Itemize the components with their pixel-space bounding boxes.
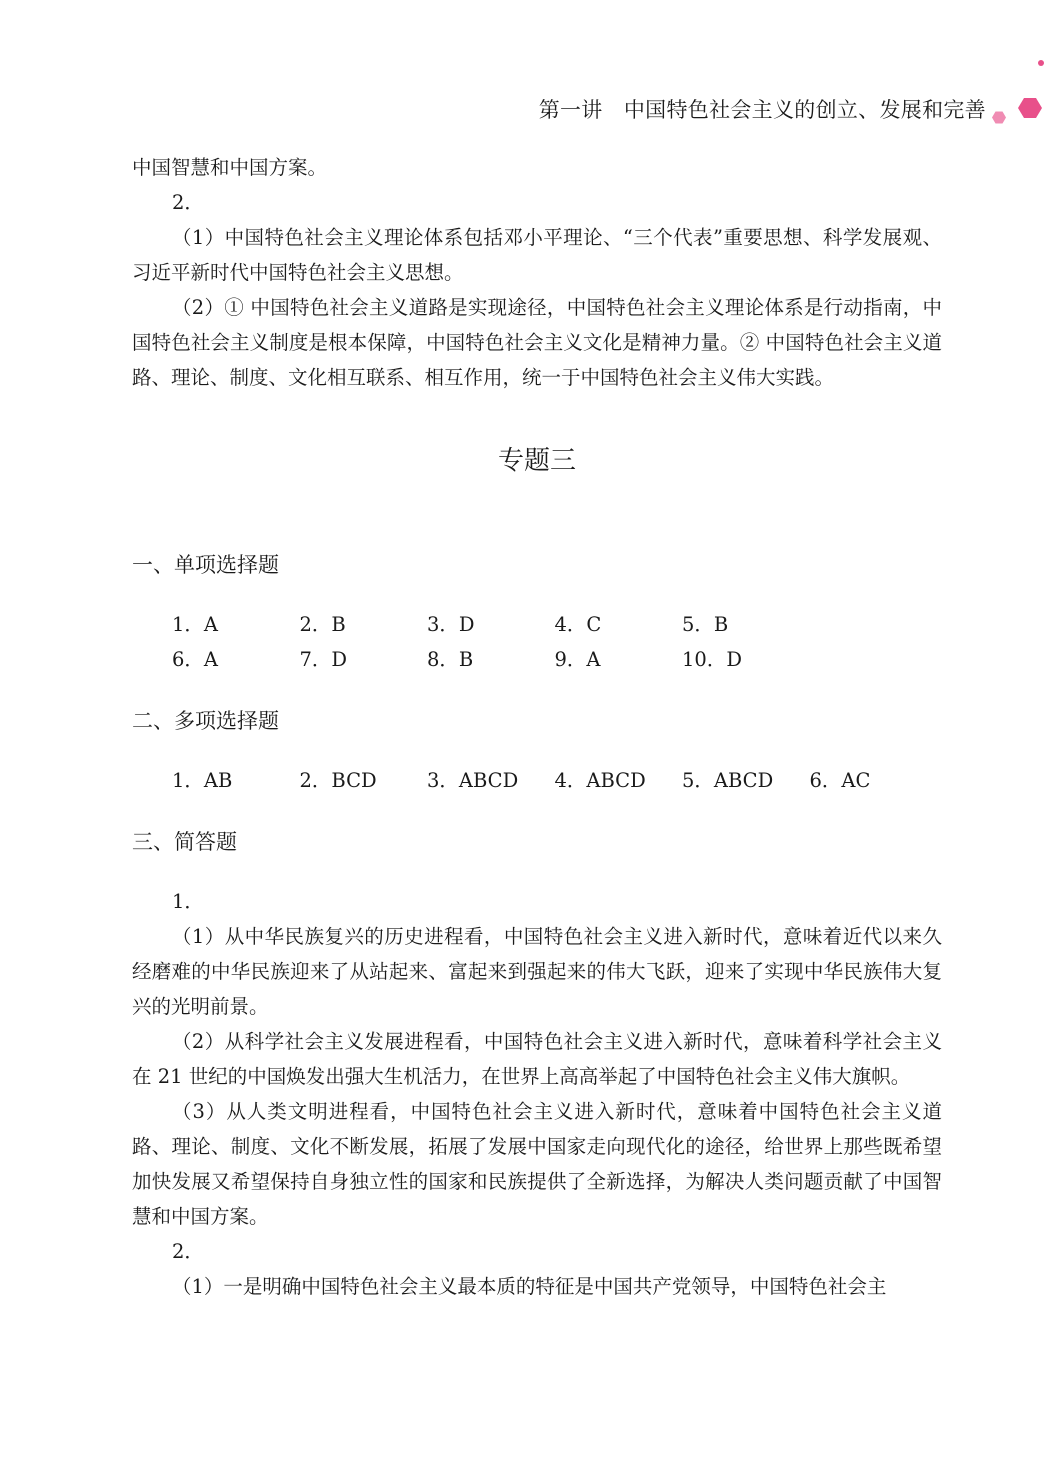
answer-item: 9．A — [554, 648, 601, 671]
paragraph: 中国智慧和中国方案。 — [132, 156, 328, 179]
heading-multi-choice: 二、多项选择题 — [132, 709, 279, 733]
item-number: 1． — [172, 890, 204, 913]
paragraph: （1）中国特色社会主义理论体系包括邓小平理论、“三个代表”重要思想、科学发展观、习近平新时代中国特色社会主义思想。 — [132, 226, 942, 284]
item-number: 2． — [172, 191, 204, 214]
answer-item: 8．B — [427, 648, 474, 671]
hexagon-small-decoration-icon — [992, 111, 1006, 124]
answer-item: 2．BCD — [299, 769, 377, 792]
answer-item: 1．AB — [172, 769, 233, 792]
heading-short-answer: 三、简答题 — [132, 830, 237, 854]
answer-item: 10．D — [682, 648, 742, 671]
section-title: 专题三 — [497, 446, 576, 476]
answer-item: 4．ABCD — [554, 769, 646, 792]
multi-choice-answers — [132, 763, 942, 798]
chapter-title: 第一讲 中国特色社会主义的创立、发展和完善 — [538, 98, 986, 122]
dot-decoration-icon — [1038, 60, 1044, 66]
single-choice-answers — [132, 607, 942, 677]
answer-item: 7．D — [299, 648, 348, 671]
answer-item: 6．AC — [809, 769, 871, 792]
answer-item: 4．C — [554, 613, 602, 636]
answer-item: 5．ABCD — [682, 769, 774, 792]
answer-item: 2．B — [299, 613, 346, 636]
answer-item: 5．B — [682, 613, 729, 636]
paragraph: （1）从中华民族复兴的历史进程看，中国特色社会主义进入新时代，意味着近代以来久经磨难的中华民族迎来了从站起来、富起来到强起来的伟大飞跃，迎来了实现中华民族伟大复兴的光明前景。 — [132, 925, 942, 1018]
paragraph: （3）从人类文明进程看，中国特色社会主义进入新时代，意味着中国特色社会主义道路、理论、制度、文化不断发展，拓展了发展中国家走向现代化的途径，给世界上那些既希望加快发展又希望保持自身独立性的国家和民族提供了全新选择，为解决人类问题贡献了中国智慧和中国方案。 — [132, 1100, 942, 1228]
paragraph: （1）一是明确中国特色社会主义最本质的特征是中国共产党领导，中国特色社会主 — [172, 1275, 887, 1298]
page-content — [132, 150, 942, 1304]
paragraph: （2）从科学社会主义发展进程看，中国特色社会主义进入新时代，意味着科学社会主义在 21 世纪的中国焕发出强大生机活力，在世界上高高举起了中国特色社会主义伟大旗帜。 — [132, 1030, 942, 1088]
paragraph: （2）① 中国特色社会主义道路是实现途径，中国特色社会主义理论体系是行动指南，中国特色社会主义制度是根本保障，中国特色社会主义文化是精神力量。② 中国特色社会主义道路、理论、制度、文化相互联系、相互作用，统一于中国特色社会主义伟大实践。 — [132, 296, 942, 389]
answer-item: 3．D — [427, 613, 475, 636]
item-number: 2． — [172, 1240, 204, 1263]
heading-single-choice: 一、单项选择题 — [132, 553, 279, 577]
answer-item: 6．A — [172, 648, 218, 671]
answer-item: 3．ABCD — [427, 769, 519, 792]
page-header — [0, 92, 1044, 126]
hexagon-decoration-icon — [1018, 97, 1042, 119]
answer-item: 1．A — [172, 613, 218, 636]
